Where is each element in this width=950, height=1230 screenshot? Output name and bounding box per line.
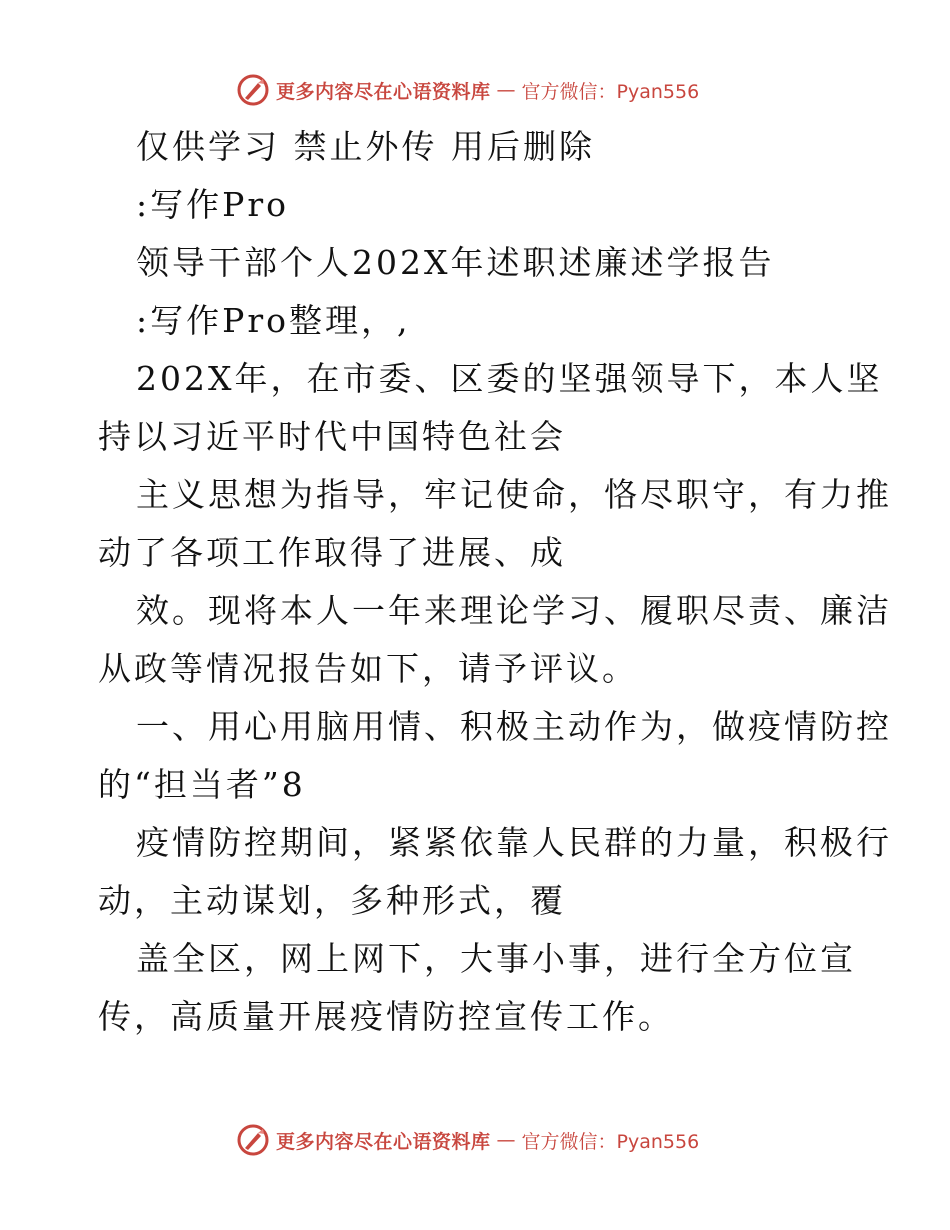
watermark-wechat-text: 官方微信：Pyan556	[521, 1130, 700, 1153]
quill-seal-icon	[236, 1123, 270, 1157]
section-heading-line: 的“担当者”8	[98, 765, 306, 804]
quill-seal-icon	[236, 73, 270, 107]
section-heading-line: 一、用心用脑用情、积极主动作为，做疫情防控	[136, 707, 892, 746]
text-line: :写作Pro整理，,	[136, 301, 411, 340]
document-body	[98, 118, 892, 1046]
text-line: :写作Pro	[136, 185, 289, 224]
watermark-separator: —	[496, 79, 516, 101]
paragraph-line: 疫情防控期间，紧紧依靠人民群的力量，积极行	[136, 823, 892, 862]
watermark-wechat-text: 官方微信：Pyan556	[521, 80, 700, 103]
watermark-separator: —	[496, 1129, 516, 1151]
watermark-banner-top	[236, 72, 699, 108]
paragraph-line: 202X年，在市委、区委的坚强领导下，本人坚	[136, 359, 883, 398]
paragraph-line: 传，高质量开展疫情防控宣传工作。	[98, 997, 674, 1036]
paragraph-line: 动了各项工作取得了进展、成	[98, 533, 566, 572]
watermark-site-text: 更多内容尽在心语资料库	[276, 80, 491, 103]
paragraph-line: 持以习近平时代中国特色社会	[98, 417, 566, 456]
text-line: 仅供学习 禁止外传 用后删除	[136, 127, 595, 166]
paragraph-line: 主义思想为指导，牢记使命，恪尽职守，有力推	[136, 475, 892, 514]
document-title: 领导干部个人202X年述职述廉述学报告	[136, 243, 775, 282]
paragraph-line: 盖全区，网上网下，大事小事，进行全方位宣	[136, 939, 856, 978]
watermark-site-text: 更多内容尽在心语资料库	[276, 1130, 491, 1153]
paragraph-line: 效。现将本人一年来理论学习、履职尽责、廉洁	[136, 591, 892, 630]
watermark-banner-bottom	[236, 1122, 699, 1158]
paragraph-line: 从政等情况报告如下，请予评议。	[98, 649, 638, 688]
paragraph-line: 动，主动谋划，多种形式，覆	[98, 881, 566, 920]
